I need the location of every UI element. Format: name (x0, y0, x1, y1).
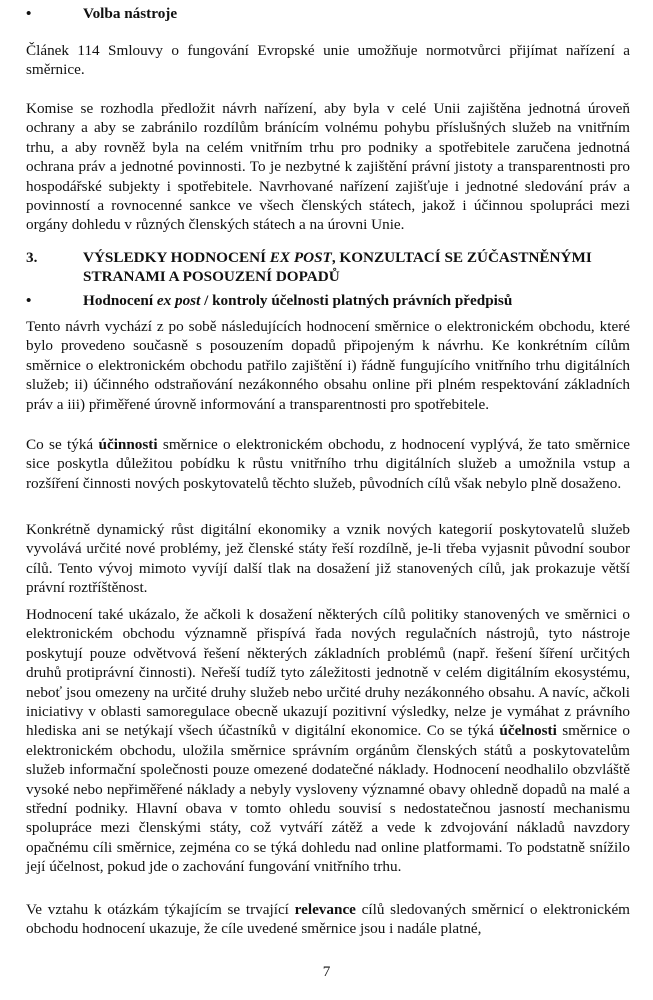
text-run: cílů sledovaných směrnicí o elektronickém obchodu hodnocení ukazuje, že cíle uvedené směrnice jsou i nadále platné, (26, 901, 630, 938)
bullet-marker: • (26, 292, 32, 309)
subheading-ex-post (83, 291, 643, 310)
subheading-part-b: / kontroly účelnosti platných právních předpisů (200, 292, 513, 309)
paragraph-commission-decision: Komise se rozhodla předložit návrh nařízení, aby byla v celé Unii zajištěna jednotná úroveň ochrany a aby se zabránilo rozdílům bránícím volnému pohybu příslušných služeb na vnitřním trhu, a aby rovněž byla na celém vnitřním trhu pro podniky a spotřebitele zaručena jednotná ochrana práv a jednotné povinnosti. To je nezbytné k zajištění právní jistoty a transparentnosti pro hospodářské subjekty i spotřebitele. Navrhované nařízení zajišťuje i jednotné sledování práv a povinností a rovnocenné sankce ve všech členských státech, jakož i účinnou spolupráci mezi orgány dohledu v různých členských státech a na úrovni Unie. (26, 100, 630, 234)
paragraph-article-114: Článek 114 Smlouvy o fungování Evropské unie umožňuje normotvůrci přijímat nařízení a směrnice. (26, 42, 630, 79)
section-heading (83, 248, 643, 286)
page-number: 7 (322, 963, 331, 980)
text-run: směrnice o elektronickém obchodu, z hodnocení vyplývá, že tato směrnice sice poskytla důležitou pobídku k růstu vnitřního trhu digitálních služeb a umožnila vstup a rozšíření činnosti nových poskytovatelů těchto služeb, původních cílů však nebylo plně dosaženo. (26, 436, 630, 492)
paragraph-relevance (26, 900, 630, 939)
bold-term-relevance: relevance (294, 901, 356, 918)
paragraph-dynamic-growth: Konkrétně dynamický růst digitální ekonomiky a vznik nových kategorií poskytovatelů služeb vyvolává určité nové problémy, jež členské státy řeší rozdílně, je-li třeba vyjasnit původní soubor cílů. Tento vývoj mimoto vyvíjí další tlak na dosažení již stanovených cílů, jak prokazuje větší právní roztříštěnost. (26, 521, 630, 597)
bold-term-effectiveness: účinnosti (98, 436, 158, 453)
subheading-part-a: Hodnocení (83, 292, 157, 309)
section-title-italic: EX POST (269, 249, 332, 266)
text-run: Ve vztahu k otázkám týkajícím se trvající (26, 901, 295, 918)
text-run: Hodnocení také ukázalo, že ačkoli k dosažení některých cílů politiky stanovených ve směrnici o elektronickém obchodu významně přispívá řada nových regulačních nástrojů, tyto nástroje poskytují pouze odvětvová řešení některých základních problémů (např. řešení šíření určitých druhů protiprávní činnosti). Neřeší tudíž tyto záležitosti jednotně v celém digitálním ekosystému, neboť jsou omezeny na určité druhy služeb nebo určité druhy nezákonného obsahu. A navíc, ačkoli iniciativy v oblasti samoregulace obecně ukazují pozitivní výsledky, nelze je vymáhat z právního hlediska ani se netýkají všech účastníků v digitální ekonomice. Co se týká (26, 606, 630, 740)
subheading-italic: ex post (156, 292, 201, 309)
bold-term-efficiency: účelnosti (499, 722, 557, 740)
text-run: Co se týká (26, 436, 99, 453)
heading-volba-nastroje: Volba nástroje (83, 5, 178, 22)
section-title-part-b: , KONZULTACÍ SE ZÚČASTNĚNÝMI STRANAMI A POSOUZENÍ DOPADŮ (83, 249, 592, 285)
bullet-marker: • (26, 5, 32, 22)
section-title-part-a: VÝSLEDKY HODNOCENÍ (83, 249, 270, 266)
section-number: 3. (26, 249, 38, 266)
text-run: směrnice o elektronickém obchodu, uložila směrnice správním orgánům členských států a poskytovatelům služeb informační společnosti pouze omezené dodatečné náklady. Hodnocení neodhalilo obzvláště vysoké nebo nepřiměřené náklady a nebyly vysloveny významné obavy ohledně dopadů na malé a střední podniky. Hlavní obava v tomto ohledu souvisí s nedostatečnou jasností mechanismu spolupráce mezi členskými státy, což vytváří zátěž a vede k zdvojování nákladů navzdory opačnému cíli směrnice, zejména co se týká dohledu nad online platformami. To podstatně snížilo její účelnost, pokud jde o zachování fungování vnitřního trhu. (26, 722, 630, 876)
paragraph-effectiveness (26, 435, 630, 493)
paragraph-evaluation (26, 605, 630, 877)
paragraph-proposal-basis: Tento návrh vychází z po sobě následujících hodnocení směrnice o elektronickém obchodu, které bylo provedeno současně s posouzením dopadů připojeným k návrhu. Ke konkrétním cílům směrnice o elektronickém obchodu patřilo zajištění i) řádně fungujícího vnitřního trhu digitálních služeb; ii) účinného odstraňování nezákonného obsahu online při plném respektování základních práv a iii) přiměřené úrovně informování a transparentnosti pro spotřebitele. (26, 318, 630, 413)
